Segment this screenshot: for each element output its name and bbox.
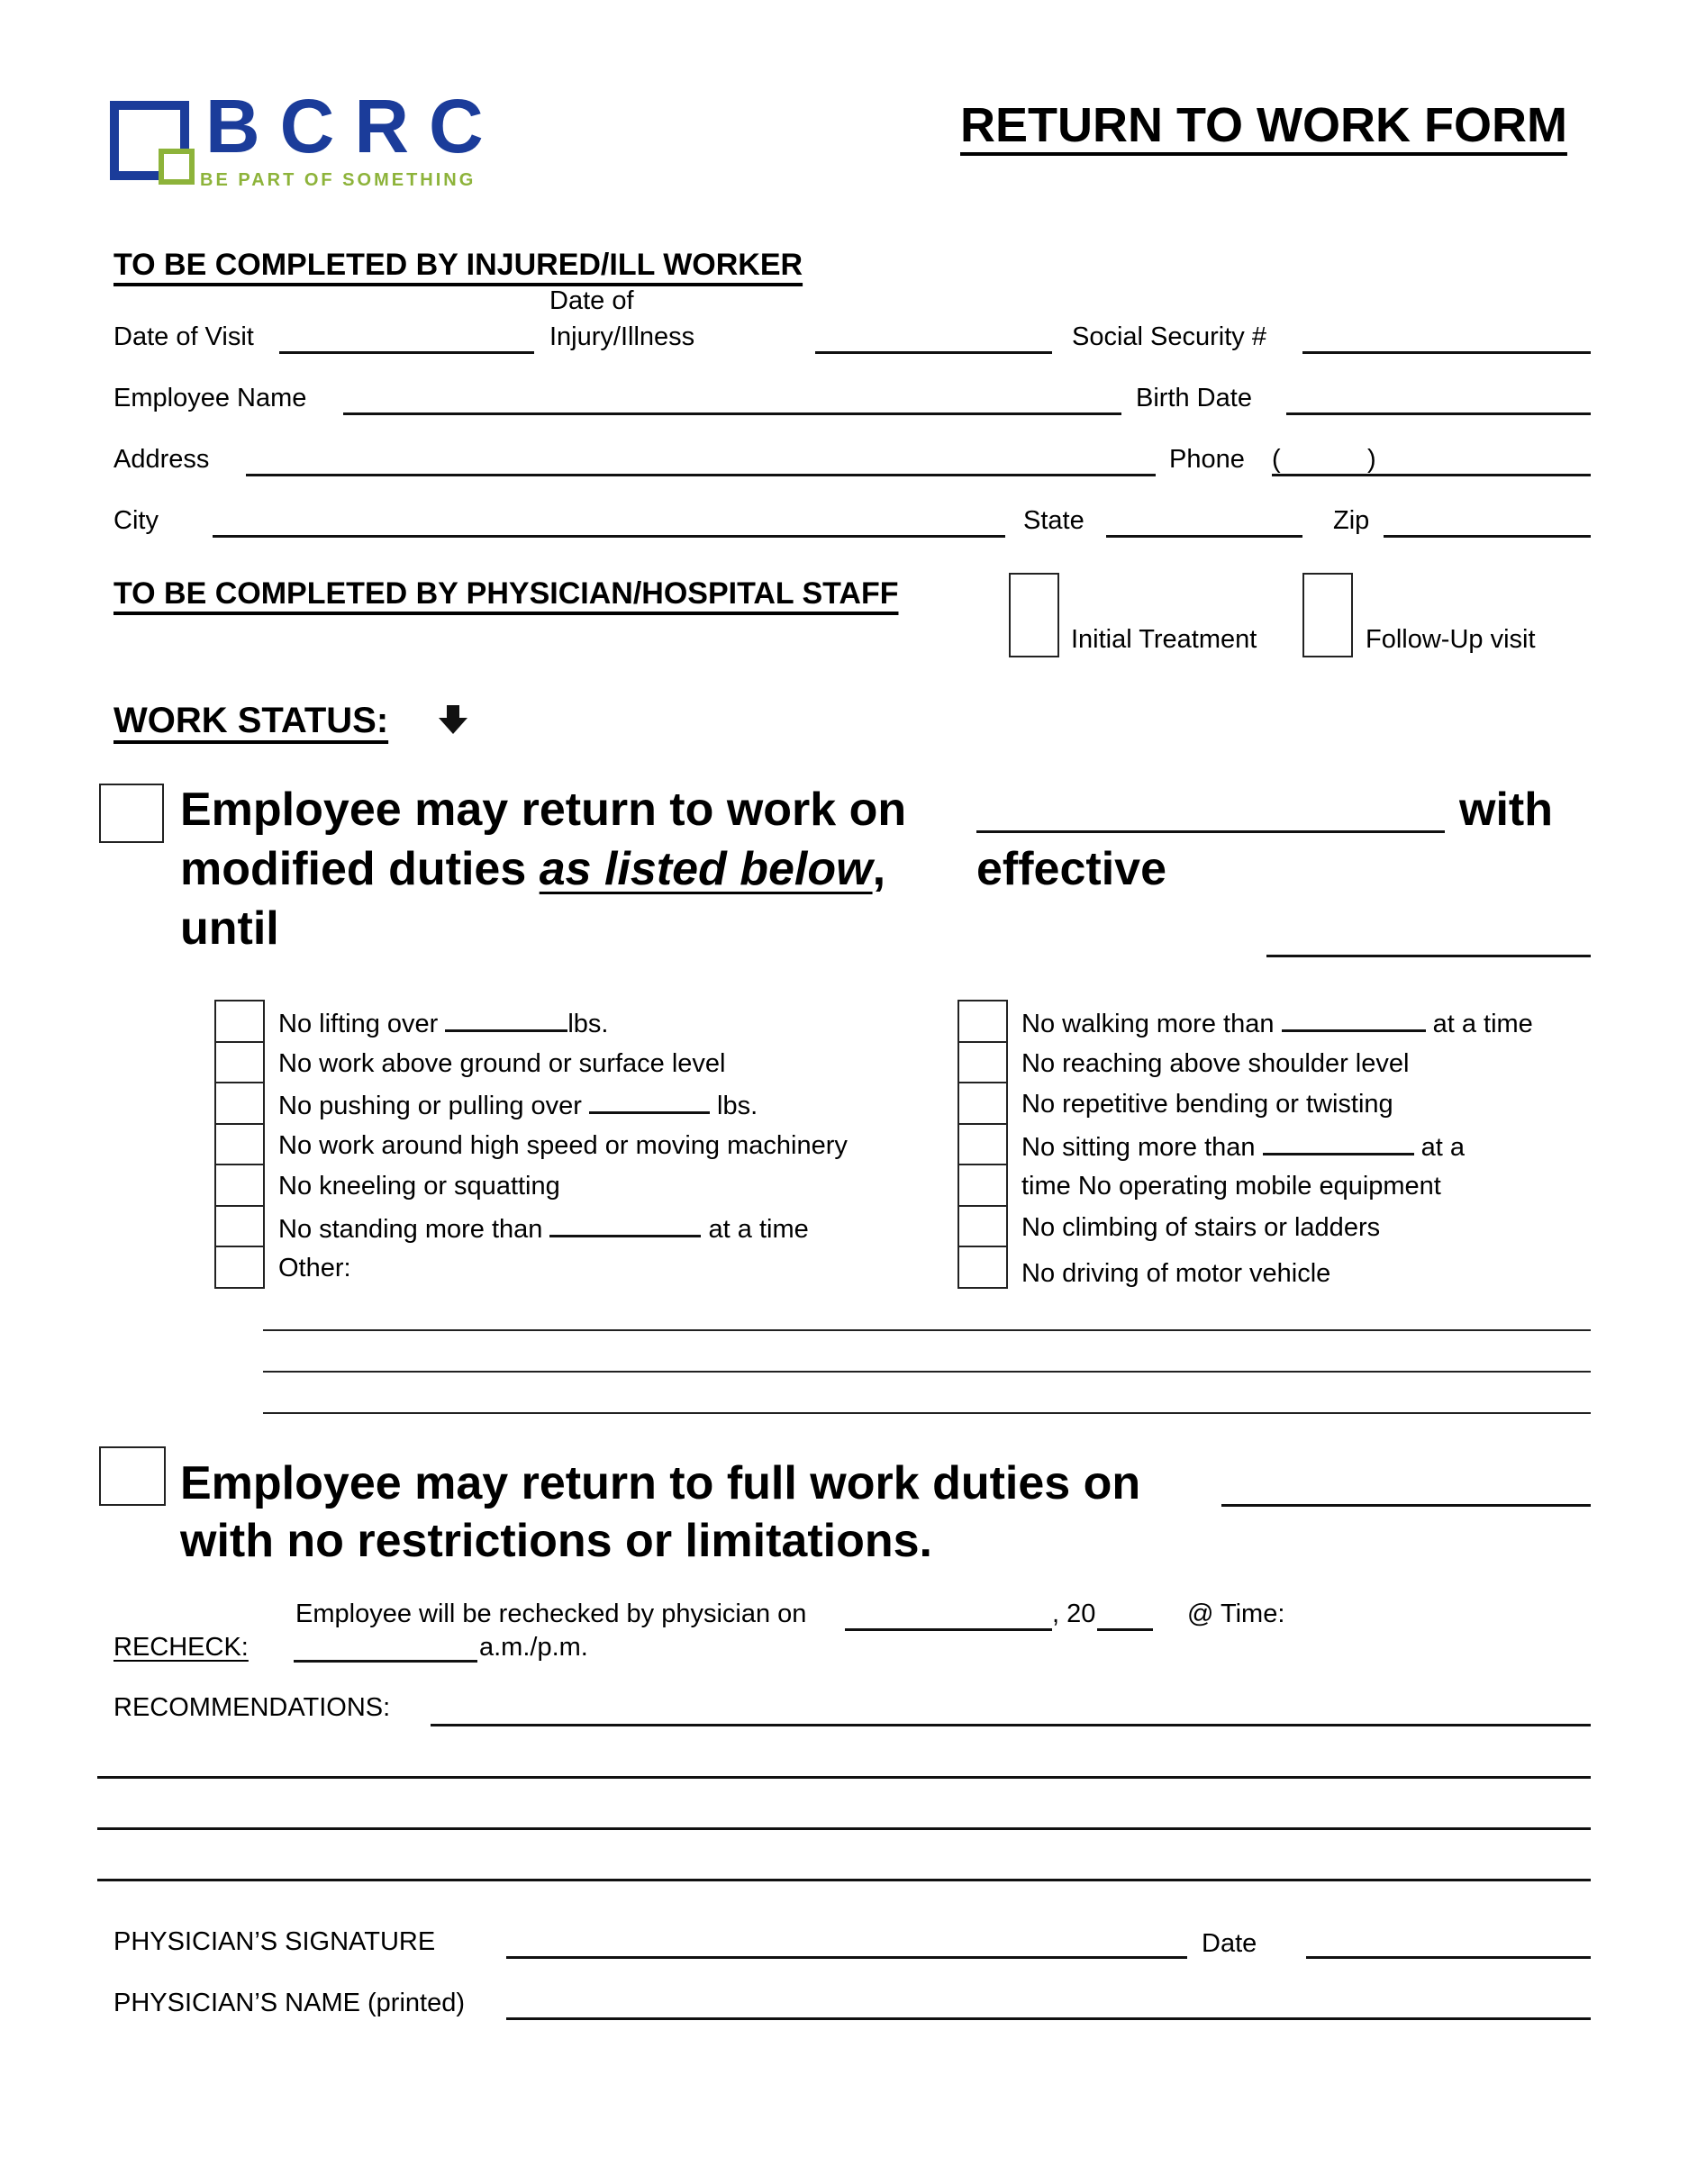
restriction-blank-field[interactable] [549,1213,701,1237]
date-of-injury-label-line1: Date of [549,286,634,315]
restriction-checkbox[interactable] [214,1164,265,1207]
ssn-field[interactable] [1302,351,1591,354]
restriction-checkbox[interactable] [214,1082,265,1125]
restriction-item [278,1049,725,1079]
restriction-checkbox[interactable] [214,1000,265,1043]
phone-field[interactable] [1272,474,1591,476]
restriction-text: No standing more than [278,1214,550,1244]
modified-until: until [180,902,279,955]
restriction-checkbox[interactable] [957,1000,1008,1043]
return-date-field[interactable] [976,830,1445,833]
state-label: State [1023,506,1084,535]
birth-date-label: Birth Date [1136,384,1252,412]
restriction-unit: lbs. [709,1092,758,1120]
recheck-label: RECHECK: [113,1633,249,1662]
restriction-blank-field[interactable] [1263,1131,1414,1155]
restriction-checkbox[interactable] [214,1123,265,1166]
full-line2: with no restrictions or limitations. [180,1515,932,1567]
restriction-text: No reaching above shoulder level [1021,1048,1410,1078]
restriction-checkbox[interactable] [214,1041,265,1084]
worker-section-heading: TO BE COMPLETED BY INJURED/ILL WORKER [113,248,803,282]
physician-name-label: PHYSICIAN’S NAME (printed) [113,1989,465,2017]
modified-line2-prefix: modified duties [180,843,540,895]
initial-treatment-label: Initial Treatment [1071,625,1257,654]
modified-with: with [1459,784,1553,836]
signature-date-label: Date [1202,1929,1257,1958]
modified-line2 [180,841,885,897]
restriction-text: No kneeling or squatting [278,1172,560,1201]
restriction-checkbox[interactable] [957,1205,1008,1248]
date-of-injury-label-line2: Injury/Illness [549,322,695,351]
logo-text: BCRC [205,84,504,168]
restriction-text: No lifting over [278,1010,446,1038]
recommendations-line-1[interactable] [431,1724,1591,1726]
restriction-blank-field[interactable] [1282,1008,1426,1032]
restriction-item [1021,1131,1465,1163]
restriction-unit: at a time [701,1214,809,1244]
until-date-field[interactable] [1266,955,1591,957]
restriction-text: time No operating mobile equipment [1021,1172,1441,1201]
restriction-checkbox[interactable] [957,1164,1008,1207]
restriction-text: No climbing of stairs or ladders [1021,1212,1381,1242]
restriction-item [278,1213,809,1245]
restriction-checkbox[interactable] [957,1041,1008,1084]
address-label: Address [113,445,210,474]
birth-date-field[interactable] [1286,412,1591,415]
restriction-item [1021,1049,1409,1079]
restriction-item [1021,1259,1330,1289]
form-title: RETURN TO WORK FORM [960,98,1567,152]
restriction-blank-field[interactable] [589,1090,710,1114]
modified-line1: Employee may return to work on [180,784,907,836]
phone-area-open: ( [1272,445,1281,474]
restriction-item [278,1008,609,1039]
employee-name-label: Employee Name [113,384,307,412]
modified-effective: effective [976,843,1166,895]
date-of-injury-field[interactable] [815,351,1052,354]
phone-area-close: ) [1367,445,1376,474]
state-field[interactable] [1106,535,1302,538]
restriction-text: No work above ground or surface level [278,1048,726,1078]
modified-line2-suffix: , [872,843,886,895]
recheck-ampm: a.m./p.m. [479,1633,588,1662]
restriction-checkbox[interactable] [957,1246,1008,1289]
full-duties-checkbox[interactable] [99,1446,166,1506]
recheck-time-field[interactable] [294,1660,477,1663]
city-field[interactable] [213,535,1005,538]
restriction-unit: at a time [1425,1010,1533,1038]
other-line-1[interactable] [263,1329,1591,1331]
as-listed-below: as listed below [539,843,873,895]
down-arrow-icon [438,703,468,736]
recommendations-line-4[interactable] [97,1879,1591,1881]
follow-up-label: Follow-Up visit [1366,625,1536,654]
recheck-text: Employee will be rechecked by physician on [295,1599,807,1628]
restriction-item [278,1172,560,1201]
city-label: City [113,506,159,535]
restriction-checkbox[interactable] [957,1082,1008,1125]
modified-duties-checkbox[interactable] [99,784,164,843]
restriction-checkbox[interactable] [214,1246,265,1289]
other-line-3[interactable] [263,1412,1591,1414]
physician-name-field[interactable] [506,2017,1591,2020]
restriction-text: No work around high speed or moving machinery [278,1130,848,1160]
restriction-blank-field[interactable] [445,1008,567,1032]
date-of-visit-label: Date of Visit [113,322,254,351]
logo-tagline: BE PART OF SOMETHING [200,170,476,190]
restriction-item [1021,1090,1393,1119]
employee-name-field[interactable] [343,412,1121,415]
address-field[interactable] [246,474,1156,476]
restriction-item [278,1090,758,1121]
signature-date-field[interactable] [1306,1956,1591,1959]
recheck-time-label: @ Time: [1187,1599,1285,1628]
restriction-text: No repetitive bending or twisting [1021,1090,1393,1119]
physician-signature-label: PHYSICIAN’S SIGNATURE [113,1927,436,1956]
work-status-heading: WORK STATUS: [113,701,389,740]
full-line1: Employee may return to full work duties on [180,1457,1141,1509]
restriction-item [1021,1008,1533,1039]
recommendations-label: RECOMMENDATIONS: [113,1693,391,1722]
recommendations-line-2[interactable] [97,1776,1591,1779]
restriction-text: No driving of motor vehicle [1021,1259,1331,1288]
follow-up-checkbox[interactable] [1302,573,1353,657]
restriction-text: No walking more than [1021,1010,1282,1038]
physician-signature-field[interactable] [506,1956,1187,1959]
date-of-visit-field[interactable] [279,351,534,354]
logo-green-square [159,149,195,185]
restriction-item [1021,1213,1380,1243]
phone-label: Phone [1169,445,1245,474]
restriction-text: Other: [278,1254,351,1282]
restriction-item [278,1254,351,1283]
restriction-unit: at a [1413,1132,1466,1162]
ssn-label: Social Security # [1072,322,1266,351]
restriction-unit: lbs. [567,1010,609,1038]
restriction-item [278,1131,848,1161]
restriction-text: No sitting more than [1021,1132,1263,1162]
physician-section-heading: TO BE COMPLETED BY PHYSICIAN/HOSPITAL STAFF [113,576,899,611]
restriction-text: No pushing or pulling over [278,1092,589,1120]
zip-label: Zip [1333,506,1370,535]
initial-treatment-checkbox[interactable] [1009,573,1059,657]
recheck-date-field[interactable] [845,1628,1052,1631]
restriction-item [1021,1172,1441,1201]
restriction-checkbox[interactable] [214,1205,265,1248]
recommendations-line-3[interactable] [97,1827,1591,1830]
recheck-year-field[interactable] [1097,1628,1153,1631]
recheck-year-prefix: , 20 [1052,1599,1096,1628]
full-duties-date-field[interactable] [1221,1504,1591,1507]
restriction-checkbox[interactable] [957,1123,1008,1166]
zip-field[interactable] [1384,535,1591,538]
other-line-2[interactable] [263,1371,1591,1373]
